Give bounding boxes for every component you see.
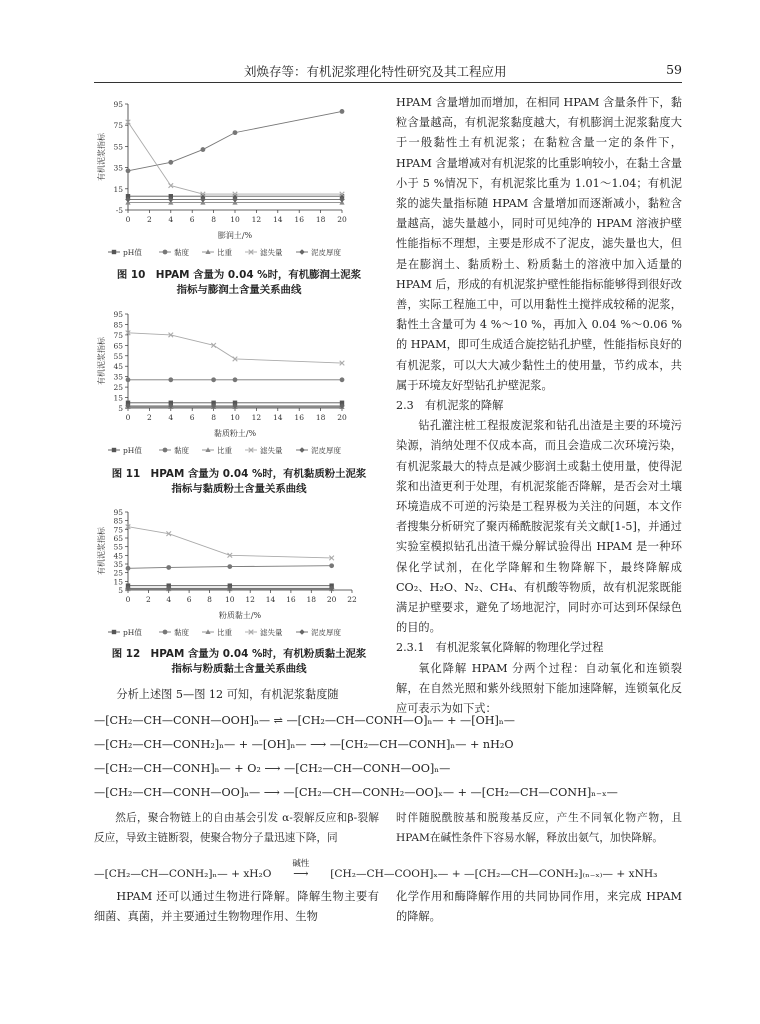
x-axis-label: 粉质黏土/% [218, 611, 262, 620]
data-point [201, 147, 206, 152]
legend-marker [112, 630, 116, 634]
figure-10-chart [94, 96, 354, 266]
eq5-arrow: 碱性 ⟶ [275, 868, 327, 880]
legend-label: 泥皮厚度 [311, 248, 341, 257]
x-tick-label: 14 [265, 595, 276, 604]
legend-marker [163, 448, 168, 453]
y-axis-label: 有机泥浆指标 [97, 337, 106, 385]
figure-11-caption-line2: 指标与黏质粉土含量关系曲线 [171, 483, 307, 495]
x-axis-label: 黏质粉土/% [213, 429, 257, 438]
x-tick-label: 8 [211, 215, 216, 224]
equation-2: —[CH₂—CH—CONH₂]ₙ— + —[OH]ₙ— ⟶ —[CH₂—CH—CONH]ₙ— + nH₂O [94, 738, 514, 751]
bottom-right-text: 化学作用和酶降解作用的共同协同作用，来完成 HPAM 的降解。 [396, 890, 682, 924]
bottom-left-text: HPAM 还可以通过生物进行降解。降解生物主要有细菌、真菌，并主要通过生物物理作用、生物 [94, 890, 379, 924]
x-tick-label: 6 [189, 215, 195, 224]
y-tick-label: 5 [118, 586, 123, 595]
bottom-right [396, 887, 682, 927]
x-tick-label: 8 [207, 595, 212, 604]
x-tick-label: 16 [286, 595, 296, 604]
y-tick-label: 75 [113, 330, 123, 340]
data-point [227, 564, 232, 569]
data-point [126, 566, 131, 571]
data-point [168, 377, 173, 382]
y-tick-label: 35 [113, 163, 123, 173]
legend-marker [299, 629, 305, 635]
y-axis-label: 有机泥浆指标 [97, 133, 106, 181]
y-tick-label: 55 [113, 142, 123, 152]
data-point [166, 565, 171, 570]
x-tick-label: 2 [145, 595, 151, 604]
data-point [233, 377, 238, 382]
equation-3: —[CH₂—CH—CONH]ₙ— + O₂ ⟶ —[CH₂—CH—CONH—OO]ₙ— [94, 762, 451, 775]
figure-10-caption-line1: 图 10 HPAM 含量为 0.04 %时，有机膨润土泥浆 [116, 269, 362, 281]
y-tick-label: 95 [113, 508, 123, 517]
data-point [126, 168, 131, 173]
x-tick-label: 12 [251, 215, 262, 224]
figure-10-caption [94, 268, 384, 298]
y-tick-label: 25 [113, 383, 123, 393]
series-line-1 [128, 111, 342, 170]
header-rule [94, 82, 682, 83]
legend-label: pH值 [123, 446, 142, 455]
y-tick-label: 85 [113, 516, 123, 526]
legend-marker [163, 630, 168, 635]
x-tick-label: 18 [315, 215, 326, 224]
y-tick-label: 35 [113, 372, 123, 382]
x-tick-label: 6 [189, 413, 195, 422]
legend-marker [112, 448, 116, 452]
equation-5 [94, 859, 658, 880]
y-tick-label: 55 [113, 351, 123, 361]
data-point [233, 130, 238, 135]
after-eq-left-text: 然后，聚合物链上的自由基会引发 α-裂解反应和β-裂解反应，导致主链断裂，使聚合物分子量迅速下降，同 [94, 812, 379, 845]
section-2-3-1-body: 氧化降解 HPAM 分两个过程：自动氧化和连锁裂解，在自然光照和紫外线照射下能加速降解，连锁氧化反应可表示为如下式： [396, 661, 682, 716]
x-tick-label: 10 [225, 595, 235, 604]
equation-4: —[CH₂—CH—CONH—OO]ₙ— ⟶ —[CH₂—CH—CONH₂—OO]ₓ— + —[CH₂—CH—CONH]ₙ₋ₓ— [94, 786, 618, 799]
x-tick-label: 16 [294, 413, 304, 422]
equation-1: —[CH₂—CH—CONH—OOH]ₙ— ⇌ —[CH₂—CH—CONH—O]ₙ— + —[OH]ₙ— [94, 714, 515, 727]
x-tick-label: 16 [294, 215, 304, 224]
y-tick-label: 95 [113, 100, 123, 109]
y-tick-label: 25 [113, 568, 123, 578]
legend-marker [112, 250, 116, 254]
running-title: 刘焕存等：有机泥浆理化特性研究及其工程应用 [244, 64, 507, 79]
after-eq-left [94, 808, 379, 848]
data-point [340, 377, 345, 382]
data-point [340, 109, 345, 114]
legend-label: 黏度 [174, 628, 189, 637]
section-2-3-body: 钻孔灌注桩工程报废泥浆和钻孔出渣是主要的环境污染源，消纳处理不仅成本高，而且会造成二次环境污染，有机泥浆最大的特点是减少膨润土或黏土使用量，使得泥浆和出渣更利于处理，有机泥浆能否降解，是否会对土壤环境造成不可逆的污染是工程界极为关注的问题，本文作者搜集分析研究了聚丙稀酰胺泥浆有关文献[1-5]，并通过实验室模拟钻孔出渣干燥分解试验得出 HPAM 是一种环保化学试剂，在化学降解和生物降解下，最终降解成 CO₂、H₂O、N₂、CH₄、有机酸等物质，故有机泥浆既能满足护壁要求，避免了场地泥泞，同时亦可达到环保绿色的目的。 [396, 419, 682, 635]
eq5-right: [CH₂—CH—COOH]ₓ— + —[CH₂—CH—CONH₂]₍ₙ₋ₓ₎— + xNH₃ [330, 868, 658, 880]
legend-label: 比重 [217, 628, 232, 637]
legend-label: 滤失量 [260, 248, 283, 257]
x-tick-label: 12 [251, 413, 262, 422]
x-tick-label: 18 [306, 595, 317, 604]
figure-12-caption-line2: 指标与粉质黏土含量关系曲线 [171, 663, 307, 675]
legend-label: 滤失量 [260, 446, 283, 455]
x-axis-label: 膨润土/% [217, 231, 253, 240]
y-tick-label: 15 [113, 577, 123, 587]
x-tick-label: 20 [337, 413, 347, 422]
bottom-left [94, 887, 379, 927]
x-tick-label: 14 [273, 215, 283, 224]
legend-label: 比重 [217, 446, 232, 455]
x-tick-label: 4 [168, 215, 174, 224]
y-tick-label: 15 [113, 184, 123, 194]
y-tick-label: 65 [113, 341, 123, 351]
y-tick-label: 45 [113, 362, 123, 372]
legend-label: pH值 [123, 248, 142, 257]
y-tick-label: 35 [113, 560, 123, 569]
x-tick-label: 4 [168, 413, 174, 422]
legend-marker [163, 250, 168, 255]
x-tick-label: 18 [315, 413, 326, 422]
figure-12-chart [94, 504, 364, 646]
data-point [126, 377, 131, 382]
series-line-3 [128, 527, 332, 558]
y-tick-label: 95 [113, 310, 123, 319]
x-tick-label: 8 [211, 413, 216, 422]
after-eq-right [396, 808, 682, 848]
x-tick-label: 0 [125, 215, 131, 224]
legend-marker [299, 447, 305, 453]
figure-10-caption-line2: 指标与膨润土含量关系曲线 [176, 284, 302, 296]
left-paragraph: 分析上述图 5—图 12 可知，有机泥浆黏度随 [116, 688, 339, 701]
y-tick-label: 55 [113, 542, 123, 552]
y-tick-label: 15 [113, 393, 123, 403]
data-point [168, 160, 173, 165]
x-tick-label: 22 [347, 595, 357, 604]
legend-label: 滤失量 [260, 628, 283, 637]
after-eq-right-text: 时伴随脱酰胺基和脱羧基反应，产生不同氧化物产物，且HPAM在碱性条件下容易水解，释放出氨气，加快降解。 [396, 812, 682, 845]
right-column [396, 93, 682, 719]
section-2-3-heading: 2.3 有机泥浆的降解 [396, 399, 504, 413]
x-tick-label: 10 [230, 413, 240, 422]
y-tick-label: 45 [113, 551, 123, 561]
x-tick-label: 20 [337, 215, 347, 224]
y-tick-label: 75 [113, 121, 123, 131]
right-paragraph-1: HPAM 含量增加而增加，在相同 HPAM 含量条件下，黏粒含量越高，有机泥浆黏度越大，有机膨润土泥浆黏度大于一般黏性土有机泥浆；在黏粒含量一定的条件下，HPAM 含量增减对有机泥浆的比重影响较小，在黏土含量小于 5 %情况下，有机泥浆比重为 1.01～1.04；有机泥浆的滤失量指标随 HPAM 含量增加而逐渐减小，黏粒含量越高，滤失量越小，同时可见纯净的 HPAM 溶液护壁性能指标不理想，主要是形成不了泥皮，滤失量也大，但是在膨润土、黏质粉土、粉质黏土的溶液中加入适量的 HPAM 后，形成的有机泥浆护壁性能指标能够得到很好改善，实际工程施工中，可以用黏性土搅拌成较稀的泥浆，黏性土含量可为 4 %～10 %，再加入 0.04 %～0.06 %的 HPAM，即可生成适合旋挖钻孔护壁，性能指标良好的有机泥浆，可以大大减少黏性土的使用量，节约成本，共属于环境友好型钻孔护壁泥浆。 [396, 96, 682, 392]
figure-12-caption [94, 647, 384, 677]
y-tick-label: 65 [113, 534, 123, 543]
figure-12-caption-line1: 图 12 HPAM 含量为 0.04 %时，有机粉质黏土泥浆 [111, 648, 367, 660]
data-point [329, 563, 334, 568]
x-tick-label: 0 [125, 595, 131, 604]
legend-label: 泥皮厚度 [311, 628, 341, 637]
eq5-left: —[CH₂—CH—CONH₂]ₙ— + xH₂O [94, 868, 272, 880]
y-tick-label: 5 [118, 404, 123, 413]
figure-11-caption [94, 467, 384, 497]
legend-label: 泥皮厚度 [311, 446, 341, 455]
y-tick-label: -5 [115, 206, 123, 215]
legend-label: pH值 [123, 628, 142, 637]
x-tick-label: 10 [230, 215, 240, 224]
x-tick-label: 4 [166, 595, 172, 604]
page-number: 59 [666, 62, 682, 77]
x-tick-label: 20 [326, 595, 337, 604]
legend-marker [299, 249, 305, 255]
legend-label: 黏度 [174, 446, 189, 455]
figure-11-chart [94, 306, 354, 464]
x-tick-label: 2 [147, 215, 152, 224]
x-tick-label: 0 [125, 413, 131, 422]
legend-label: 黏度 [174, 248, 189, 257]
legend-label: 比重 [217, 248, 232, 257]
x-tick-label: 12 [245, 595, 255, 604]
y-tick-label: 75 [113, 525, 123, 535]
y-tick-label: 85 [113, 320, 123, 330]
figure-11-caption-line1: 图 11 HPAM 含量为 0.04 %时，有机黏质粉土泥浆 [111, 468, 367, 480]
x-tick-label: 14 [273, 413, 283, 422]
data-point [211, 377, 216, 382]
x-tick-label: 2 [147, 413, 152, 422]
x-tick-label: 6 [186, 595, 192, 604]
eq5-condition: 碱性 [292, 859, 310, 869]
y-axis-label: 有机泥浆指标 [97, 527, 106, 575]
section-2-3-1-heading: 2.3.1 有机泥浆氧化降解的物理化学过程 [396, 641, 604, 655]
left-column-text [94, 685, 379, 705]
